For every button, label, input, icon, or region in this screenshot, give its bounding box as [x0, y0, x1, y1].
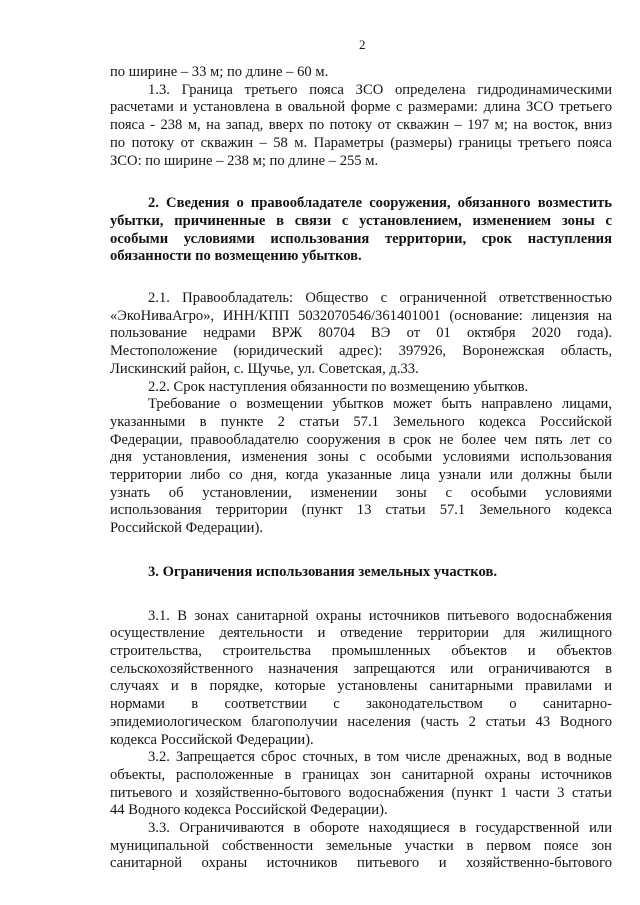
text-line: осуществление деятельности и отведение территории для жилищного: [110, 625, 612, 642]
text-line: Лискинский район, с. Щучье, ул. Советская, д.33.: [110, 360, 419, 377]
text-line: санитарной охраны источников питьевого и хозяйственно-бытового: [110, 855, 612, 872]
heading-line: 3. Ограничения использования земельных участков.: [148, 563, 497, 580]
text-line: дня установления, изменения зоны с особыми условиями использования: [110, 449, 612, 466]
heading-line: особыми условиями использования территории, срок наступления: [110, 230, 612, 247]
text-line: 2.1. Правообладатель: Общество с ограниченной ответственностью: [148, 290, 612, 307]
text-line: Требование о возмещении убытков может быть направлено лицами,: [148, 396, 612, 413]
text-line: 44 Водного кодекса Российской Федерации).: [110, 802, 388, 819]
text-line: Российской Федерации).: [110, 520, 263, 537]
heading-line: убытки, причиненные в связи с установлением, изменением зоны с: [110, 212, 612, 229]
section-2-heading: [110, 195, 612, 266]
heading-line: обязанности по возмещению убытков.: [110, 248, 362, 265]
text-line: по потоку от скважин – 58 м. Параметры (размеры) границы третьего пояса: [110, 134, 612, 151]
text-line: пользование недрами ВРЖ 80704 ВЭ от 01 октября 2020 года).: [110, 325, 612, 342]
paragraph-2-1: [110, 290, 612, 379]
text-line: нормами в соответствии с законодательством о санитарно-: [110, 696, 612, 713]
text-line: «ЭкоНиваАгро», ИНН/КПП 5032070546/361401001 (основание: лицензия на: [110, 307, 612, 324]
text-line: Местоположение (юридический адрес): 397926, Воронежская область,: [110, 343, 612, 360]
text-line: расчетами и установлена в овальной форме с размерами: длина ЗСО третьего: [110, 99, 612, 116]
text-line: строительства, строительства промышленных объектов и объектов: [110, 642, 612, 659]
text-line: 2.2. Срок наступления обязанности по возмещению убытков.: [148, 378, 529, 395]
paragraph-3-3: [110, 820, 612, 873]
paragraph-3-2: [110, 749, 612, 820]
text-line: кодекса Российской Федерации).: [110, 731, 314, 748]
text-line: 1.3. Граница третьего пояса ЗСО определена гидродинамическими: [148, 81, 612, 98]
text-line: питьевого и хозяйственно-бытового водоснабжения (пункт 1 части 3 статьи: [110, 784, 612, 801]
paragraph-1-3: [110, 82, 612, 171]
text-line: пояса - 238 м, на запад, вверх по потоку от скважин – 197 м; на восток, вниз: [110, 117, 612, 134]
text-line: 3.1. В зонах санитарной охраны источников питьевого водоснабжения: [148, 607, 612, 624]
text-line: объекты, расположенные в границах зон санитарной охраны источников: [110, 766, 612, 783]
text-line: узнать об установлении, изменении зоны с особыми условиями: [110, 484, 612, 501]
paragraph-2-2-text: [110, 396, 612, 538]
paragraph-2-2: [110, 379, 612, 397]
text-line: территории либо со дня, когда указанные лица узнали или должны были: [110, 467, 612, 484]
text-line: сельскохозяйственного назначения запрещаются или ограничиваются в: [110, 660, 612, 677]
text-line: эпидемиологическом благополучии населения (часть 2 статьи 43 Водного: [110, 713, 612, 730]
text-line: Федерации, правообладателю сооружения в срок не более чем пять лет со: [110, 431, 612, 448]
paragraph-1-2-end: [110, 64, 612, 82]
text-line: указанными в пункте 2 статьи 57.1 Земельного кодекса Российской: [110, 413, 612, 430]
text-line: 3.2. Запрещается сброс сточных, в том числе дренажных, вод в водные: [148, 749, 612, 766]
text-line: 3.3. Ограничиваются в обороте находящиеся в государственной или: [148, 820, 612, 837]
heading-line: 2. Сведения о правообладателе сооружения, обязанного возместить: [148, 195, 612, 212]
text-line: по ширине – 33 м; по длине – 60 м.: [110, 64, 329, 80]
text-line: случаях и в порядке, которые установлены санитарными правилами и: [110, 678, 612, 695]
page-number: 2: [359, 37, 366, 52]
text-line: муниципальной собственности земельные участки в первом поясе зон: [110, 837, 612, 854]
paragraph-3-1: [110, 608, 612, 750]
text-line: использования территории (пункт 13 статьи 57.1 Земельного кодекса: [110, 502, 612, 519]
section-3-heading: [110, 564, 612, 582]
text-line: ЗСО: по ширине – 238 м; по длине – 255 м.: [110, 152, 379, 169]
